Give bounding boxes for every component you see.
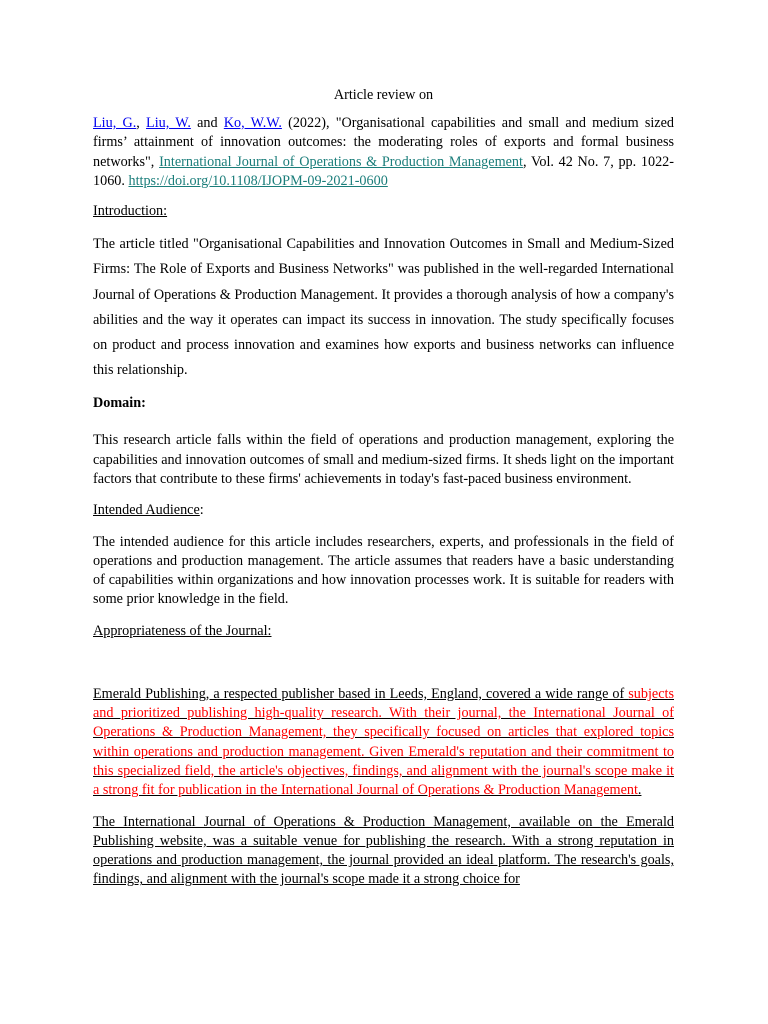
citation-separator: and <box>190 115 224 131</box>
journal-paragraph-1 <box>93 685 674 801</box>
audience-heading: Intended Audience <box>93 502 200 519</box>
page-title: Article review on <box>333 87 434 103</box>
author-link-ko-ww[interactable]: Ko, W.W. <box>223 115 282 131</box>
audience-text: The intended audience for this article includes researchers, experts, and professionals in the field of operations and production management. The article assumes that readers have a basic understanding of capabilities within organizations and how innovation processes work. It is suitable for readers with some prior knowledge in the field. <box>93 533 674 608</box>
domain-heading: Domain: <box>93 395 146 412</box>
citation-volume: , Vol. 42 No. 7, pp. 1022-1060. <box>93 153 674 189</box>
journal-text-end: . <box>637 782 642 799</box>
journal-paragraph-2: The International Journal of Operations & Production Management, available on the Emerald Publishing website, was a suitable venue for publishing the research. With a strong reputation in operations and production management, the journal provided an ideal platform. The research's goals, findings, and alignment with the journal's scope made it a strong choice for <box>93 813 674 888</box>
journal-text-red: subjects and prioritized publishing high-quality research. With their journal, the International Journal of Operations & Production Management, they specifically focused on articles that explored topics within operations and production management. Given Emerald's reputation and their commitment to this specialized field, the article's objectives, findings, and alignment with the journal's scope make it a strong fit for publication in the International Journal of Operations & Production Management <box>93 685 674 799</box>
citation-text: (2022), "Organisational capabilities and small and medium sized firms’ attainment of innovation outcomes: the moderating roles of exports and formal business networks", <box>93 115 674 170</box>
journal-text-black: Emerald Publishing, a respected publisher based in Leeds, England, covered a wide range of <box>93 685 629 702</box>
audience-heading-line <box>93 501 674 520</box>
doi-link[interactable]: https://doi.org/10.1108/IJOPM-09-2021-0600 <box>128 172 388 189</box>
citation-separator: , <box>136 115 147 131</box>
document-page <box>93 85 674 902</box>
introduction-text: The article titled "Organisational Capabilities and Innovation Outcomes in Small and Medium-Sized Firms: The Role of Exports and Business Networks" was published in the well-regarded International Journal of Operations & Production Management. It provides a thorough analysis of how a company's abilities and the way it operates can impact its success in innovation. The study specifically focuses on product and process innovation and examines how exports and business networks can influence this relationship. <box>93 236 674 379</box>
journal-heading: Appropriateness of the Journal: <box>93 622 272 639</box>
introduction-heading: Introduction: <box>93 203 168 220</box>
journal-link[interactable]: International Journal of Operations & Production Management <box>159 153 523 170</box>
author-link-liu-g[interactable]: Liu, G. <box>93 115 137 131</box>
citation-paragraph <box>93 114 674 191</box>
blank-spacer <box>93 652 674 685</box>
audience-heading-colon: : <box>199 502 204 519</box>
domain-text: This research article falls within the field of operations and production management, exploring the capabilities and innovation outcomes of small and medium-sized firms. It sheds light on the important factors that contribute to these firms' achievements in today's fast-paced business environment. <box>93 432 674 487</box>
author-link-liu-w[interactable]: Liu, W. <box>146 115 191 131</box>
